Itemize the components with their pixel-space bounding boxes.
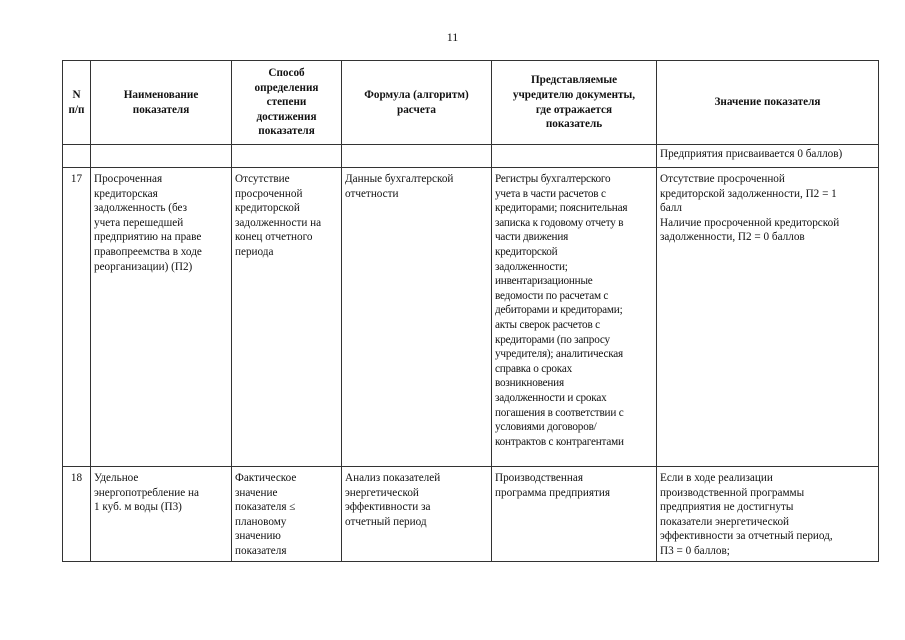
- cell-num: 17: [63, 168, 91, 467]
- table-header-row: [63, 61, 879, 145]
- table-row: [63, 467, 879, 562]
- header-name: Наименование показателя: [91, 61, 232, 145]
- cell-docs: Регистры бухгалтерского учета в части расчетов с кредиторами; пояснительная записка к годовому отчету в части движения кредиторской задолженности; инвентаризационные ведомости по расчетам с дебиторами и кредиторами; акты сверок расчетов с кредиторами (по запросу учредителя); аналитическая справка о сроках возникновения задолженности и сроках погашения в соответствии с условиями договоров/ контрактов с контрагентами: [492, 168, 657, 467]
- cell-formula: Данные бухгалтерской отчетности: [342, 168, 492, 467]
- cell-formula: [342, 145, 492, 168]
- cell-name: [91, 145, 232, 168]
- header-num: N п/п: [63, 61, 91, 145]
- header-method: Способ определения степени достижения показателя: [232, 61, 342, 145]
- cell-formula: Анализ показателей энергетической эффективности за отчетный период: [342, 467, 492, 562]
- header-value: Значение показателя: [657, 61, 879, 145]
- cell-docs: [492, 145, 657, 168]
- cell-value: Отсутствие просроченной кредиторской задолженности, П2 = 1 балл Наличие просроченной кредиторской задолженности, П2 = 0 баллов: [657, 168, 879, 467]
- indicators-table: [62, 60, 879, 562]
- header-formula: Формула (алгоритм) расчета: [342, 61, 492, 145]
- cell-value: Предприятия присваивается 0 баллов): [657, 145, 879, 168]
- header-docs: Представляемые учредителю документы, где отражается показатель: [492, 61, 657, 145]
- cell-num: [63, 145, 91, 168]
- cell-docs: Производственная программа предприятия: [492, 467, 657, 562]
- cell-method: Фактическое значение показателя ≤ плановому значению показателя: [232, 467, 342, 562]
- cell-num: 18: [63, 467, 91, 562]
- page-number: 11: [446, 30, 459, 44]
- cell-method: [232, 145, 342, 168]
- table-row: [63, 168, 879, 467]
- table-row-continuation: [63, 145, 879, 168]
- cell-method: Отсутствие просроченной кредиторской задолженности на конец отчетного периода: [232, 168, 342, 467]
- cell-value: Если в ходе реализации производственной программы предприятия не достигнуты показатели энергетической эффективности за отчетный период, П3 = 0 баллов;: [657, 467, 879, 562]
- cell-name: Просроченная кредиторская задолженность (без учета перешедшей предприятию на праве правопреемства в ходе реорганизации) (П2): [91, 168, 232, 467]
- cell-name: Удельное энергопотребление на 1 куб. м воды (П3): [91, 467, 232, 562]
